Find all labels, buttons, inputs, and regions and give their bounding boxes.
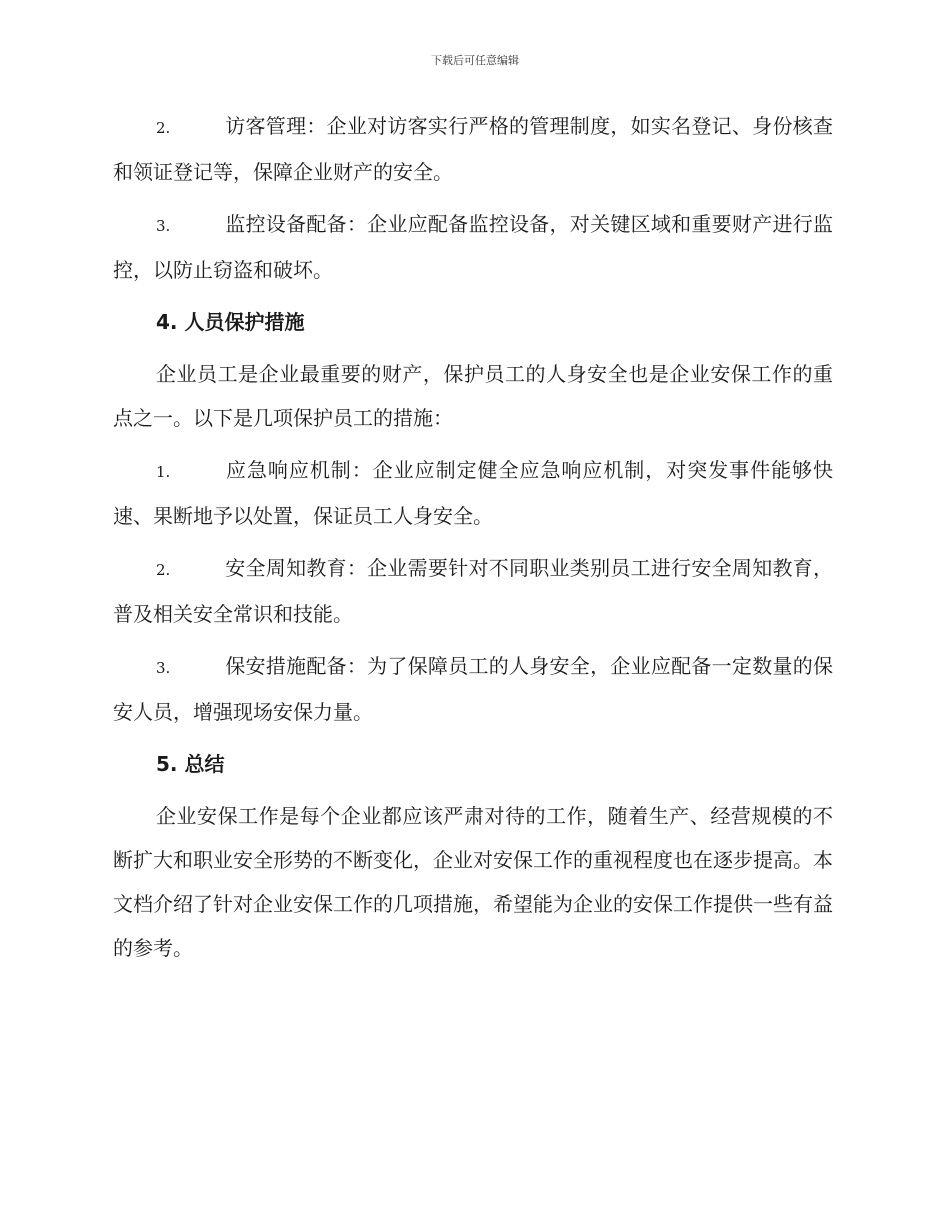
list-item-emergency-response bbox=[113, 448, 833, 538]
list-item-visitor-management bbox=[113, 104, 833, 194]
section-heading-summary: 5. 总结 bbox=[156, 752, 225, 776]
section-heading-personnel-protection: 4. 人员保护措施 bbox=[156, 310, 305, 334]
list-item-text: 监控设备配备：企业应配备监控设备，对关键区域和重要财产进行监控，以防止窃盗和破坏。 bbox=[113, 212, 833, 282]
document-body bbox=[113, 104, 833, 978]
list-item-text: 访客管理：企业对访客实行严格的管理制度，如实名登记、身份核查和领证登记等，保障企业财产的安全。 bbox=[113, 114, 833, 184]
list-item-number: 3. bbox=[156, 659, 171, 677]
list-item-text: 安全周知教育：企业需要针对不同职业类别员工进行安全周知教育，普及相关安全常识和技能。 bbox=[113, 556, 833, 626]
list-item-security-staffing bbox=[113, 644, 833, 734]
list-item-text: 应急响应机制：企业应制定健全应急响应机制，对突发事件能够快速、果断地予以处置，保证员工人身安全。 bbox=[113, 458, 833, 528]
list-item-safety-education bbox=[113, 546, 833, 636]
page-header: 下载后可任意编辑 bbox=[431, 54, 519, 67]
paragraph-summary: 企业安保工作是每个企业都应该严肃对待的工作，随着生产、经营规模的不断扩大和职业安全形势的不断变化，企业对安保工作的重视程度也在逐步提高。本文档介绍了针对企业安保工作的几项措施，希望能为企业的安保工作提供一些有益的参考。 bbox=[113, 804, 833, 960]
list-item-number: 3. bbox=[156, 217, 171, 235]
list-item-number: 2. bbox=[156, 119, 171, 137]
list-item-text: 保安措施配备：为了保障员工的人身安全，企业应配备一定数量的保安人员，增强现场安保力量。 bbox=[113, 654, 833, 724]
list-item-number: 2. bbox=[156, 561, 171, 579]
paragraph-personnel-intro: 企业员工是企业最重要的财产，保护员工的人身安全也是企业安保工作的重点之一。以下是几项保护员工的措施： bbox=[113, 362, 833, 430]
list-item-number: 1. bbox=[156, 463, 171, 481]
list-item-monitoring-equipment bbox=[113, 202, 833, 292]
